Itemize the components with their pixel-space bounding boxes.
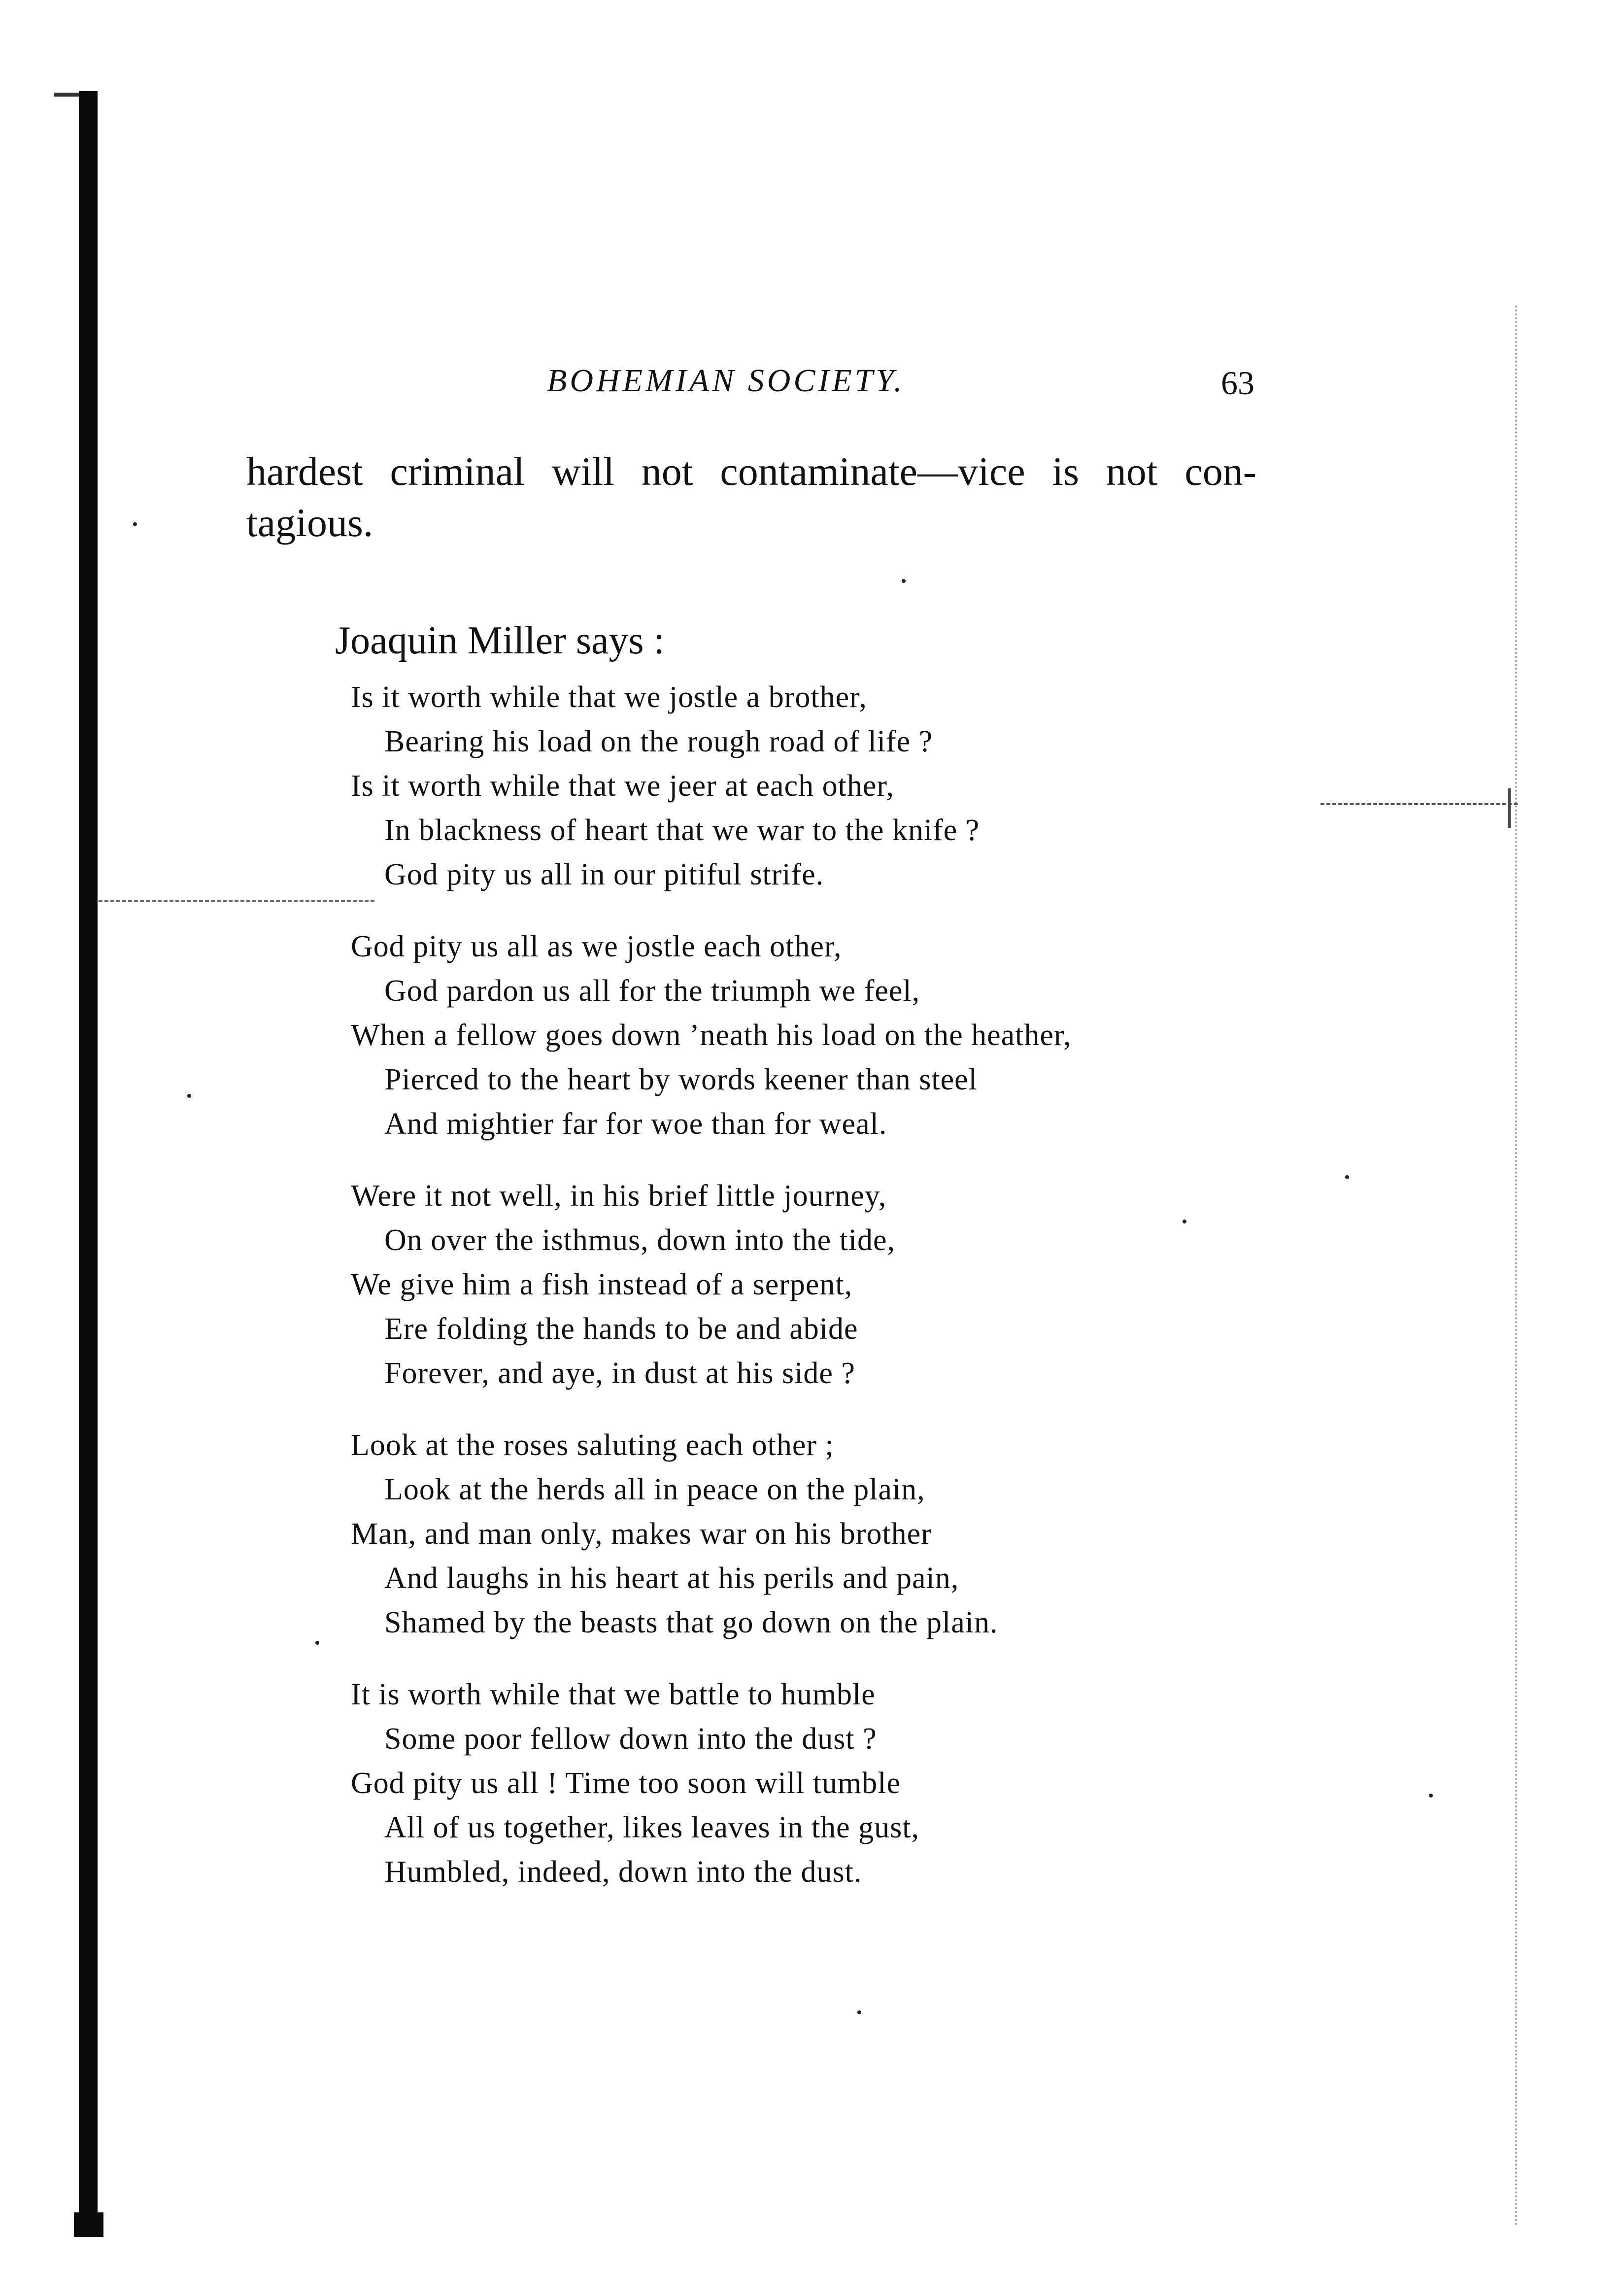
poem-line: Man, and man only, makes war on his brother [351,1517,932,1551]
poem-line: Ere folding the hands to be and abide [384,1312,858,1346]
prose-line: tagious. [246,500,373,545]
poem-stanza [351,1672,1072,1894]
poem-line: And mightier far for woe than for weal. [384,1107,887,1141]
poem-line: Were it not well, in his brief little journey, [351,1179,887,1213]
scan-speck [1345,1175,1349,1179]
poem-line: When a fellow goes down ’neath his load on the heather, [351,1018,1072,1052]
poem-line: Bearing his load on the rough road of life ? [384,725,933,758]
poem-line: In blackness of heart that we war to the knife ? [384,814,980,847]
poem-line: And laughs in his heart at his perils and pain, [384,1561,959,1595]
page-number: 63 [1221,364,1254,402]
prose-paragraph [246,446,1256,548]
poem-line: On over the isthmus, down into the tide, [384,1223,896,1257]
poem-line: God pity us all ! Time too soon will tumble [351,1766,901,1800]
poem-line: Forever, and aye, in dust at his side ? [384,1357,855,1390]
right-page-edge [1515,305,1517,2227]
right-edge-tick [1508,788,1511,828]
binding-edge [79,91,98,2237]
poem-stanza [351,1174,1072,1395]
poem-line: God pardon us all for the triumph we feel, [384,974,920,1008]
poem-line: It is worth while that we battle to humble [351,1678,876,1711]
poem-line: All of us together, likes leaves in the gust, [384,1811,919,1844]
poem-line: Look at the herds all in peace on the plain, [384,1473,925,1506]
poem-line: God pity us all as we jostle each other, [351,930,842,963]
scan-speck [1183,1220,1186,1223]
binding-edge-foot [74,2212,103,2237]
scan-speck [857,2010,861,2014]
poem-line: Some poor fellow down into the dust ? [384,1722,877,1756]
poem [351,675,1072,1922]
poem-line: Pierced to the heart by words keener than steel [384,1063,978,1096]
poem-attribution: Joaquin Miller says : [335,619,665,662]
scan-speck [315,1641,319,1645]
scan-dash-mark-right [1320,803,1518,805]
poem-line: Is it worth while that we jeer at each other, [351,769,894,803]
prose-line: hardest criminal will not contaminate—vice is not con- [246,449,1256,494]
scan-speck [187,1094,191,1098]
running-title: BOHEMIAN SOCIETY. [547,363,905,399]
scan-dash-mark-left [99,900,374,902]
poem-stanza [351,1423,1072,1645]
poem-line: Look at the roses saluting each other ; [351,1428,834,1462]
poem-stanza [351,675,1072,897]
poem-line: Is it worth while that we jostle a brother, [351,680,867,714]
poem-line: God pity us all in our pitiful strife. [384,858,824,891]
poem-line: Shamed by the beasts that go down on the plain. [384,1606,998,1639]
poem-stanza [351,924,1072,1146]
scan-speck [1429,1794,1433,1798]
poem-line: Humbled, indeed, down into the dust. [384,1855,862,1889]
poem-line: We give him a fish instead of a serpent, [351,1268,853,1301]
scan-speck [133,522,137,526]
scan-speck [902,579,906,583]
